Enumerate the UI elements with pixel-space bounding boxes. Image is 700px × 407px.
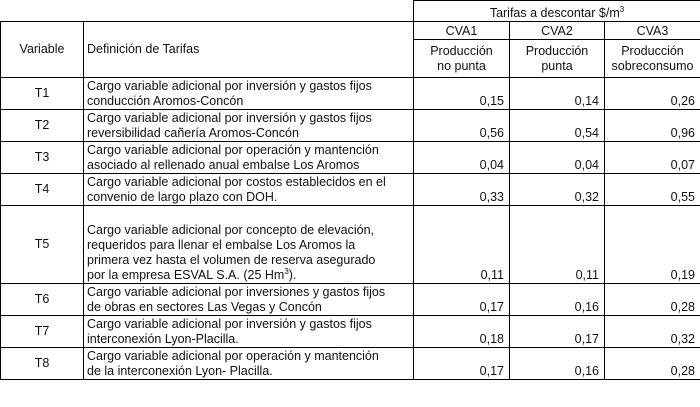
variable-header: Variable bbox=[1, 22, 84, 78]
header-row-group bbox=[1, 1, 700, 22]
tariff-group-unit-sup: 3 bbox=[619, 4, 625, 14]
col-desc-line2: punta bbox=[541, 58, 573, 73]
cva3-cell: 0,28 bbox=[605, 348, 700, 380]
table-row bbox=[1, 78, 700, 110]
cva3-cell: 0,96 bbox=[605, 110, 700, 142]
tariff-group-label: Tarifas a descontar $/m bbox=[489, 6, 620, 20]
definition-line: Cargo variable adicional por inversión y gastos fijos bbox=[87, 317, 372, 331]
definition-line: interconexión Lyon-Placilla. bbox=[87, 332, 239, 346]
definition-line: asociado al rellenado anual embalse Los Aromos bbox=[87, 158, 360, 172]
table-row bbox=[1, 174, 700, 206]
variable-cell: T1 bbox=[1, 78, 84, 110]
col-desc-cva2 bbox=[510, 40, 605, 78]
definition-cell bbox=[84, 110, 414, 142]
cva2-cell: 0,14 bbox=[510, 78, 605, 110]
cva2-cell: 0,54 bbox=[510, 110, 605, 142]
table-row bbox=[1, 316, 700, 348]
cva2-cell: 0,17 bbox=[510, 316, 605, 348]
definition-header: Definición de Tarifas bbox=[84, 22, 414, 78]
cva1-cell: 0,33 bbox=[414, 174, 510, 206]
variable-cell: T5 bbox=[1, 206, 84, 284]
variable-cell: T7 bbox=[1, 316, 84, 348]
variable-cell: T8 bbox=[1, 348, 84, 380]
definition-line-tail: ). bbox=[288, 268, 297, 282]
col-desc-cva3 bbox=[605, 40, 700, 78]
cva3-cell: 0,28 bbox=[605, 284, 700, 316]
definition-line: de obras en sectores Las Vegas y Concón bbox=[87, 300, 322, 314]
cva1-cell: 0,18 bbox=[414, 316, 510, 348]
definition-cell bbox=[84, 284, 414, 316]
cva3-cell: 0,32 bbox=[605, 316, 700, 348]
tariff-group-header bbox=[414, 1, 700, 22]
definition-cell bbox=[84, 174, 414, 206]
cva2-cell: 0,11 bbox=[510, 206, 605, 284]
table-row bbox=[1, 284, 700, 316]
header-row-codes bbox=[1, 22, 700, 40]
cva1-cell: 0,17 bbox=[414, 284, 510, 316]
unit-superscript: 3 bbox=[284, 266, 289, 276]
cva3-cell: 0,26 bbox=[605, 78, 700, 110]
cva2-cell: 0,16 bbox=[510, 284, 605, 316]
col-desc-cva1 bbox=[414, 40, 510, 78]
cva2-cell: 0,16 bbox=[510, 348, 605, 380]
variable-cell: T6 bbox=[1, 284, 84, 316]
definition-line: por la empresa ESVAL S.A. (25 Hm bbox=[87, 268, 285, 282]
definition-cell bbox=[84, 206, 414, 284]
col-header-cva1: CVA1 bbox=[414, 22, 510, 40]
definition-cell bbox=[84, 78, 414, 110]
definition-line: requeridos para llenar el embalse Los Aromos la bbox=[87, 238, 356, 252]
cva1-cell: 0,04 bbox=[414, 142, 510, 174]
definition-line: Cargo variable adicional por inversión y gastos fijos bbox=[87, 79, 372, 93]
table-row bbox=[1, 206, 700, 284]
table-row bbox=[1, 142, 700, 174]
col-desc-line2: no punta bbox=[437, 58, 486, 73]
cva1-cell: 0,17 bbox=[414, 348, 510, 380]
definition-cell bbox=[84, 316, 414, 348]
definition-line: Cargo variable adicional por concepto de elevación, bbox=[87, 223, 374, 237]
definition-line: primera vez hasta el volumen de reserva asegurado bbox=[87, 253, 376, 267]
cva2-cell: 0,04 bbox=[510, 142, 605, 174]
col-desc-line1: Producción bbox=[430, 43, 493, 58]
variable-cell: T4 bbox=[1, 174, 84, 206]
definition-line: Cargo variable adicional por operación y mantención bbox=[87, 349, 379, 363]
definition-line: de la interconexión Lyon- Placilla. bbox=[87, 364, 273, 378]
cva1-cell: 0,15 bbox=[414, 78, 510, 110]
cva1-cell: 0,11 bbox=[414, 206, 510, 284]
definition-line: Cargo variable adicional por costos establecidos en el bbox=[87, 175, 386, 189]
definition-line: Cargo variable adicional por inversiones y gastos fijos bbox=[87, 285, 386, 299]
col-desc-line1: Producción bbox=[621, 43, 684, 58]
definition-line: reversibilidad cañería Aromos-Concón bbox=[87, 126, 299, 140]
col-header-cva3: CVA3 bbox=[605, 22, 700, 40]
cva3-cell: 0,55 bbox=[605, 174, 700, 206]
table-row bbox=[1, 110, 700, 142]
col-desc-line1: Producción bbox=[525, 43, 589, 58]
variable-cell: T3 bbox=[1, 142, 84, 174]
cva3-cell: 0,19 bbox=[605, 206, 700, 284]
table-row bbox=[1, 348, 700, 380]
definition-line: conducción Aromos-Concón bbox=[87, 94, 244, 108]
definition-line: Cargo variable adicional por operación y mantención bbox=[87, 143, 379, 157]
definition-cell bbox=[84, 348, 414, 380]
col-desc-line2: sobreconsumo bbox=[611, 58, 694, 73]
variable-cell: T2 bbox=[1, 110, 84, 142]
header-blank-cell bbox=[1, 1, 414, 22]
cva1-cell: 0,56 bbox=[414, 110, 510, 142]
definition-line: convenio de largo plazo con DOH. bbox=[87, 190, 278, 204]
definition-cell bbox=[84, 142, 414, 174]
col-header-cva2: CVA2 bbox=[510, 22, 605, 40]
definition-line: Cargo variable adicional por inversión y gastos fijos bbox=[87, 111, 372, 125]
cva2-cell: 0,32 bbox=[510, 174, 605, 206]
cva3-cell: 0,07 bbox=[605, 142, 700, 174]
